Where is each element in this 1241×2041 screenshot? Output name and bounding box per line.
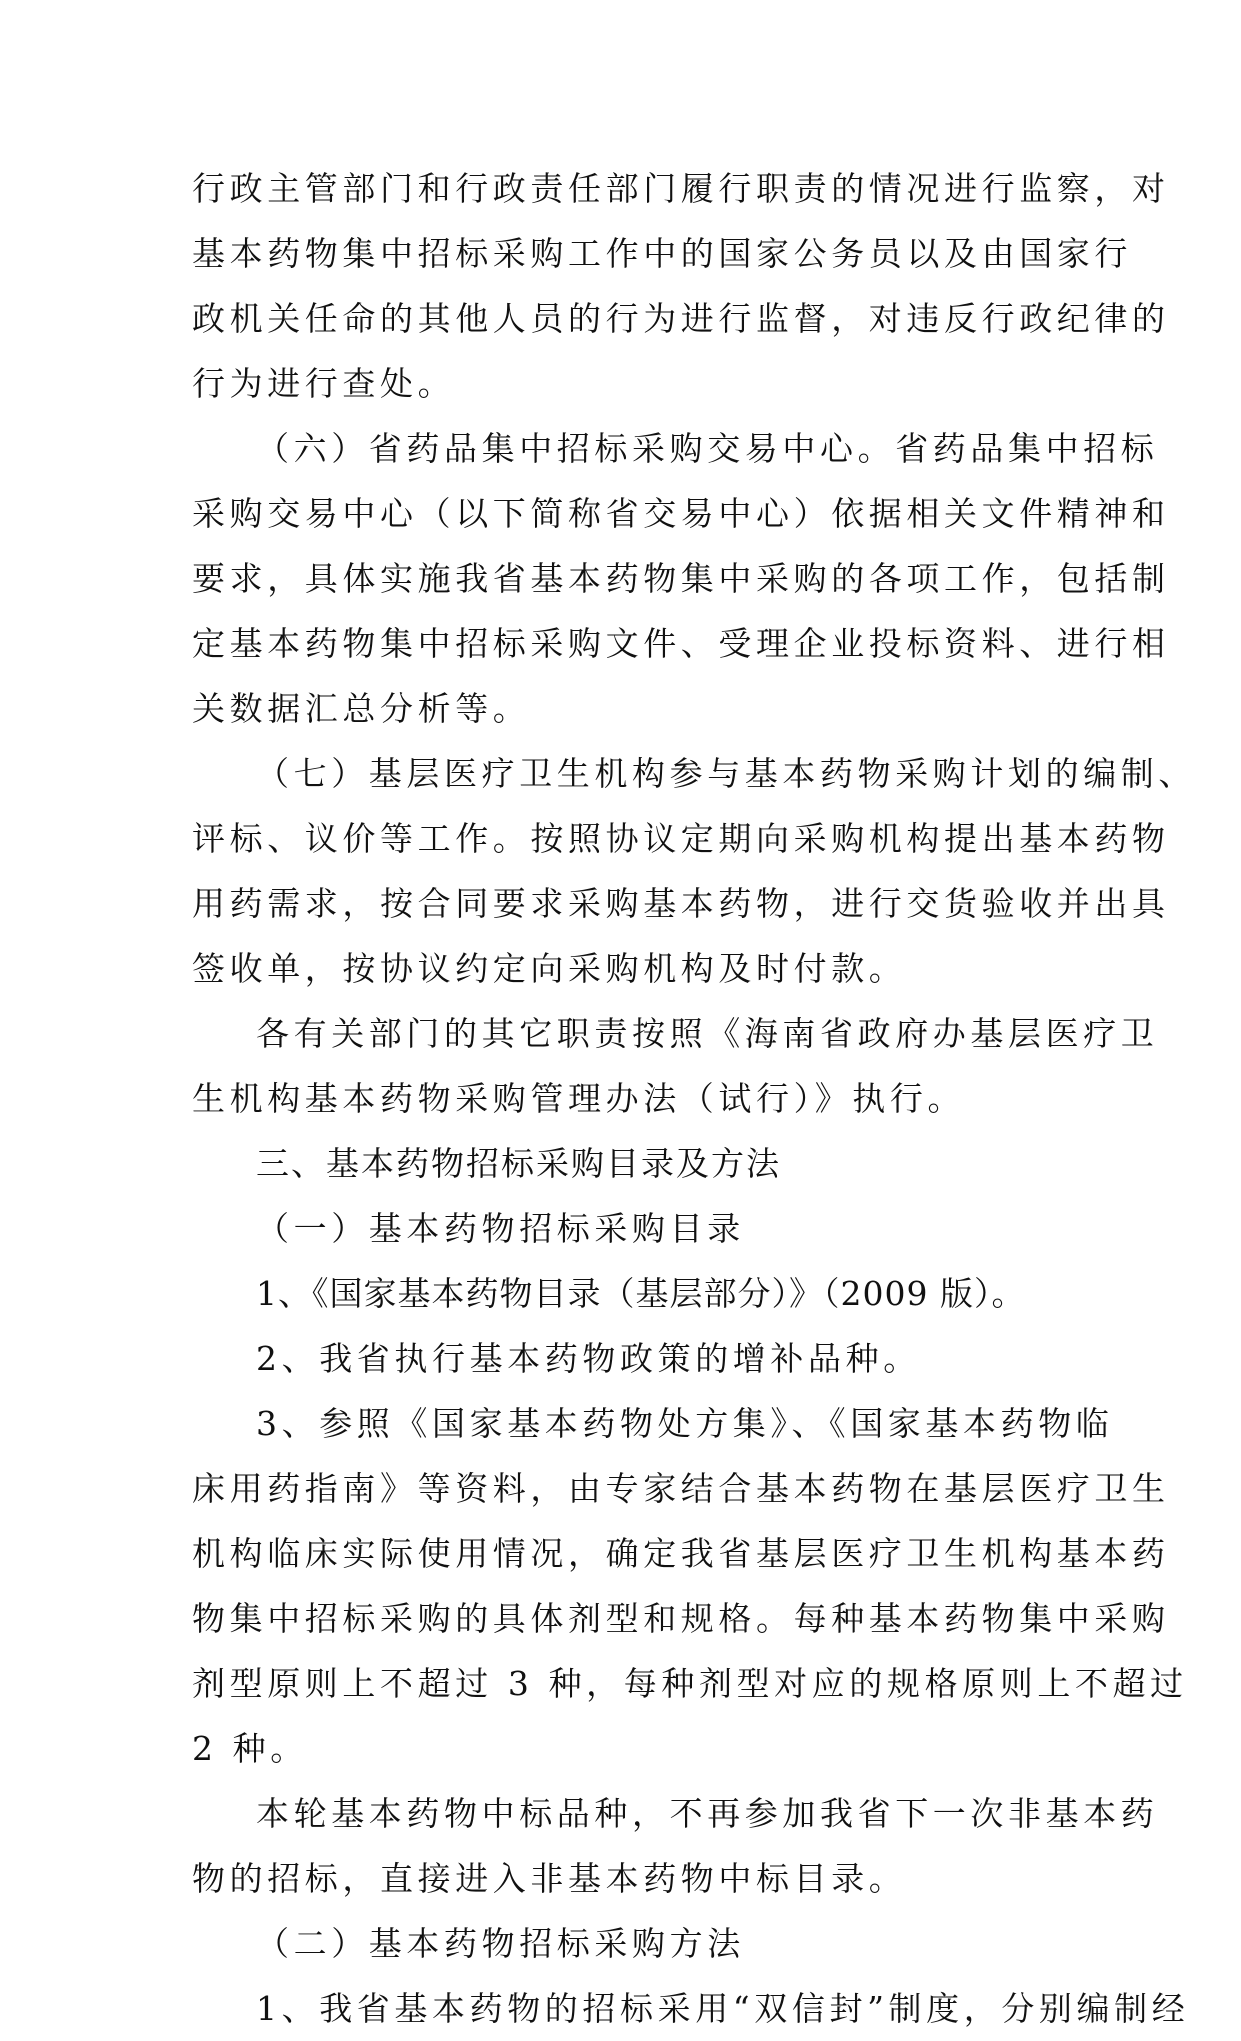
text-line: 行为进行查处。 xyxy=(192,364,456,403)
paragraph-start-line: （七）基层医疗卫生机构参与基本药物采购计划的编制、 xyxy=(256,754,1196,793)
list-item: 1、《国家基本药物目录（基层部分）》（2009 版）。 xyxy=(256,1274,1026,1313)
text-line: 定基本药物集中招标采购文件、受理企业投标资料、进行相 xyxy=(192,624,1170,663)
text-line: 签收单，按协议约定向采购机构及时付款。 xyxy=(192,949,907,988)
text-line: 基本药物集中招标采购工作中的国家公务员以及由国家行 xyxy=(192,234,1132,273)
text-line: 2 种。 xyxy=(192,1729,308,1768)
text-line: 行政主管部门和行政责任部门履行职责的情况进行监察，对 xyxy=(192,169,1170,208)
subsection-heading: （一）基本药物招标采购目录 xyxy=(256,1209,745,1248)
text-line: 要求，具体实施我省基本药物集中采购的各项工作，包括制 xyxy=(192,559,1170,598)
list-item: 2、我省执行基本药物政策的增补品种。 xyxy=(256,1339,921,1378)
text-line: 剂型原则上不超过 3 种，每种剂型对应的规格原则上不超过 xyxy=(192,1664,1188,1703)
document-body xyxy=(192,156,1196,2041)
text-line: 采购交易中心（以下简称省交易中心）依据相关文件精神和 xyxy=(192,494,1170,533)
text-line: 机构临床实际使用情况，确定我省基层医疗卫生机构基本药 xyxy=(192,1534,1170,1573)
text-line: 床用药指南》等资料，由专家结合基本药物在基层医疗卫生 xyxy=(192,1469,1170,1508)
text-line: 物集中招标采购的具体剂型和规格。每种基本药物集中采购 xyxy=(192,1599,1170,1638)
text-line: 用药需求，按合同要求采购基本药物，进行交货验收并出具 xyxy=(192,884,1170,923)
text-line: 关数据汇总分析等。 xyxy=(192,689,531,728)
paragraph-start-line: （六）省药品集中招标采购交易中心。省药品集中招标 xyxy=(256,429,1159,468)
paragraph-start-line: 本轮基本药物中标品种，不再参加我省下一次非基本药 xyxy=(256,1794,1159,1833)
paragraph-start-line: 各有关部门的其它职责按照《海南省政府办基层医疗卫 xyxy=(256,1014,1159,1053)
text-line: 物的招标，直接进入非基本药物中标目录。 xyxy=(192,1859,907,1898)
list-item: 3、参照《国家基本药物处方集》、《国家基本药物临 xyxy=(256,1404,1114,1443)
subsection-heading: （二）基本药物招标采购方法 xyxy=(256,1924,745,1963)
text-line: 政机关任命的其他人员的行为进行监督，对违反行政纪律的 xyxy=(192,299,1170,338)
section-heading: 三、基本药物招标采购目录及方法 xyxy=(256,1144,781,1183)
text-line: 生机构基本药物采购管理办法（试行）》执行。 xyxy=(192,1079,966,1118)
list-item: 1、我省基本药物的招标采用“双信封”制度，分别编制经 xyxy=(256,1989,1190,2028)
text-line: 评标、议价等工作。按照协议定期向采购机构提出基本药物 xyxy=(192,819,1170,858)
